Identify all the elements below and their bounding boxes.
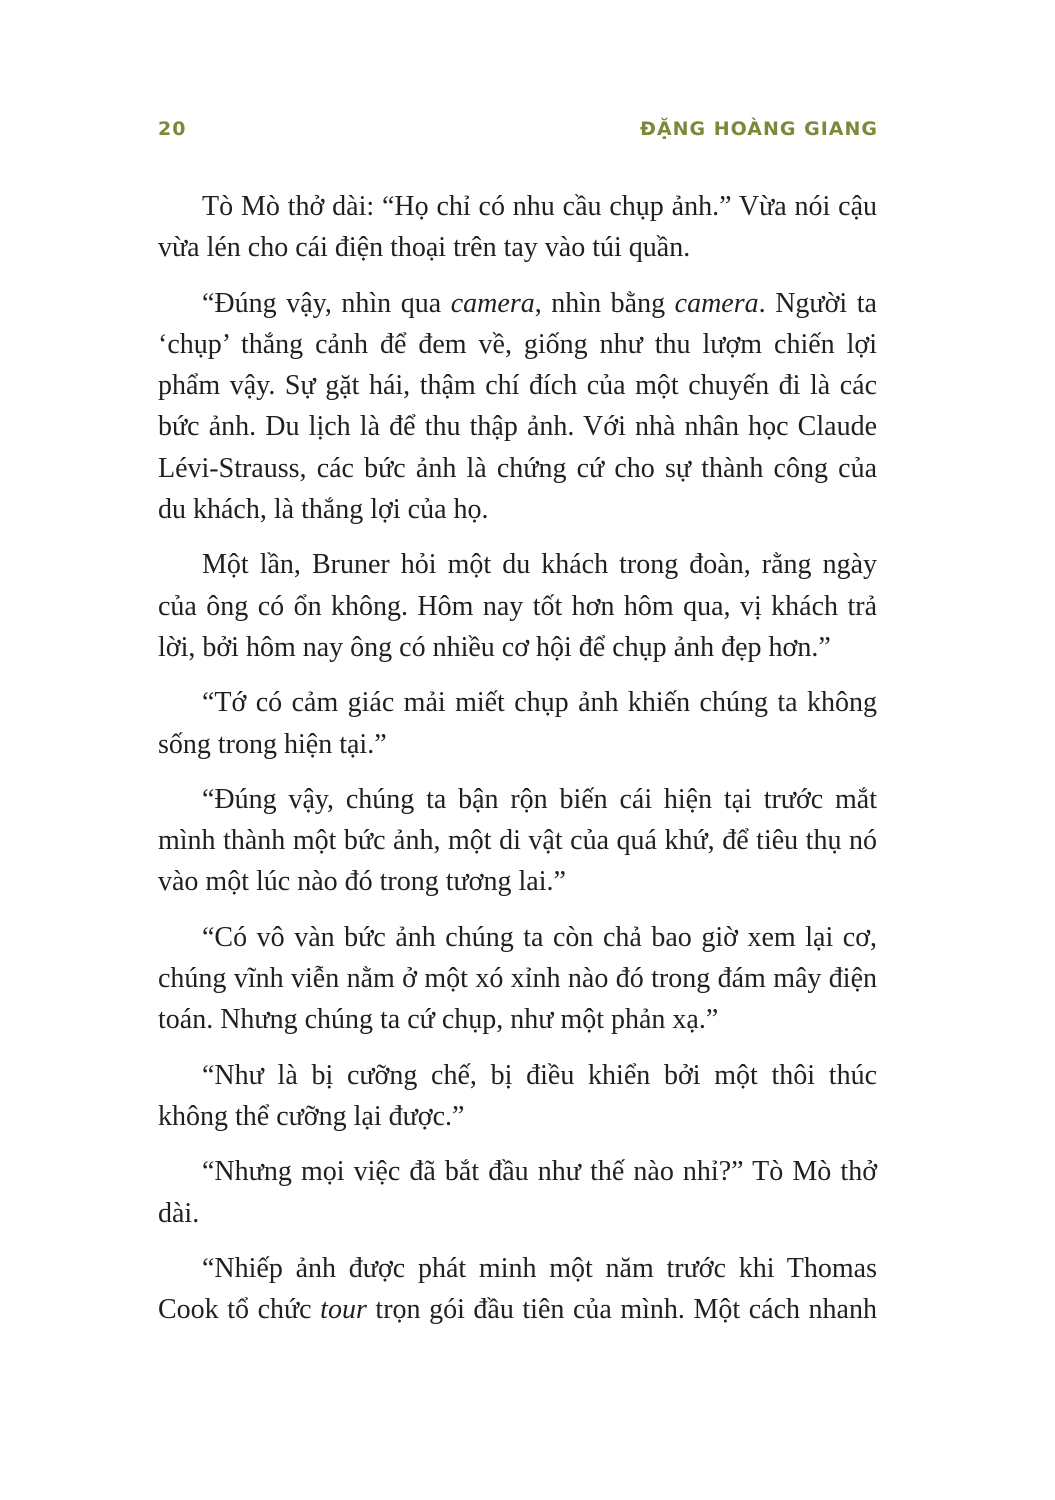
text-segment: , nhìn bằng xyxy=(534,287,675,319)
text-segment: “Đúng vậy, chúng ta bận rộn biến cái hiện tại trước mắt mình thành một bức ảnh, một di vật của quá khứ, để tiêu thụ nó vào một lúc nào đó trong tương lai.” xyxy=(158,783,877,898)
text-segment: “Tớ có cảm giác mải miết chụp ảnh khiến chúng ta không sống trong hiện tại.” xyxy=(158,687,877,760)
text-segment: “Có vô vàn bức ảnh chúng ta còn chả bao giờ xem lại cơ, chúng vĩnh viễn nằm ở một xó xỉnh nào đó trong đám mây điện toán. Nhưng chúng ta cứ chụp, như một phản xạ.” xyxy=(158,921,877,1036)
paragraph xyxy=(158,1248,877,1331)
italic-term: camera xyxy=(674,287,759,319)
running-header xyxy=(158,118,878,146)
paragraph xyxy=(158,1055,877,1138)
text-segment: “Nhưng mọi việc đã bắt đầu như thế nào nhỉ?” Tò Mò thở dài. xyxy=(158,1156,877,1229)
paragraph xyxy=(158,283,877,531)
paragraph xyxy=(158,779,877,903)
text-segment: trọn gói đầu tiên của mình. Một cách nhanh xyxy=(366,1294,877,1326)
text-segment: “Đúng vậy, nhìn qua xyxy=(202,287,451,319)
text-segment: . Người ta ‘chụp’ thắng cảnh để đem về, giống như thu lượm chiến lợi phẩm vậy. Sự gặt hái, thậm chí đích của một chuyến đi là các bức ảnh. Du lịch là để thu thập ảnh. Với nhà nhân học Claude Lévi-Strauss, các bức ảnh là chứng cứ cho sự thành công của du khách, là thắng lợi của họ. xyxy=(158,287,877,526)
page-number: 20 xyxy=(158,118,187,140)
body-text xyxy=(158,186,877,1344)
paragraph xyxy=(158,544,877,668)
paragraph xyxy=(158,682,877,765)
paragraph xyxy=(158,186,877,269)
paragraph xyxy=(158,917,877,1041)
paragraph xyxy=(158,1151,877,1234)
text-segment: Một lần, Bruner hỏi một du khách trong đoàn, rằng ngày của ông có ổn không. Hôm nay tốt hơn hôm qua, vị khách trả lời, bởi hôm nay ông có nhiều cơ hội để chụp ảnh đẹp hơn.” xyxy=(158,549,877,663)
text-segment: “Nhiếp ảnh được phát minh một năm trước khi Thomas Cook tổ chức xyxy=(158,1252,877,1326)
author-name: ĐẶNG HOÀNG GIANG xyxy=(640,118,878,140)
text-segment: “Như là bị cưỡng chế, bị điều khiển bởi một thôi thúc không thể cưỡng lại được.” xyxy=(158,1059,877,1132)
text-segment: Tò Mò thở dài: “Họ chỉ có nhu cầu chụp ảnh.” Vừa nói cậu vừa lén cho cái điện thoại trên tay vào túi quần. xyxy=(158,191,877,264)
italic-term: camera xyxy=(450,287,535,319)
italic-term: tour xyxy=(320,1294,367,1326)
